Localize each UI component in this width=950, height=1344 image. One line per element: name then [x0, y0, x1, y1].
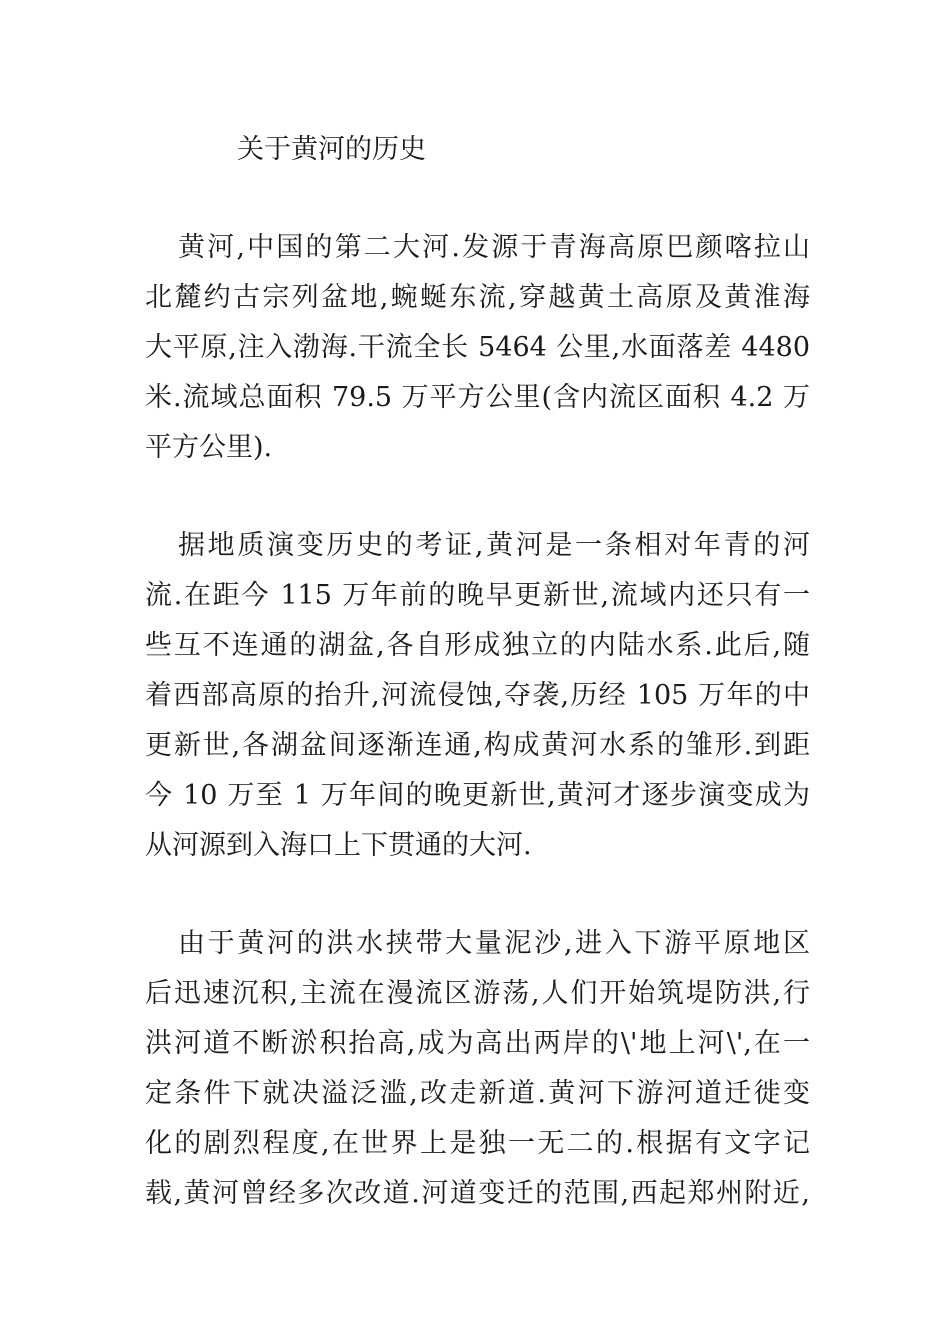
- paragraph-line: 些互不连通的湖盆,各自形成独立的内陆水系.此后,随: [145, 630, 810, 661]
- paragraph-3: [145, 919, 810, 1219]
- paragraph-1: [145, 223, 810, 473]
- paragraph-line: 载,黄河曾经多次改道.河道变迁的范围,西起郑州附近,: [145, 1178, 810, 1209]
- paragraph-2: [145, 521, 810, 871]
- paragraph-line: 着西部高原的抬升,河流侵蚀,夺袭,历经 105 万年的中: [145, 680, 810, 711]
- paragraph-line: 后迅速沉积,主流在漫流区游荡,人们开始筑堤防洪,行: [145, 978, 810, 1009]
- paragraph-line: 流.在距今 115 万年前的晚早更新世,流域内还只有一: [145, 580, 810, 611]
- paragraph-line: 据地质演变历史的考证,黄河是一条相对年青的河: [178, 530, 810, 561]
- paragraph-line: 北麓约古宗列盆地,蜿蜒东流,穿越黄土高原及黄淮海: [145, 282, 810, 313]
- paragraph-line: 定条件下就决溢泛滥,改走新道.黄河下游河道迁徙变: [145, 1078, 810, 1109]
- paragraph-line: 平方公里).: [145, 432, 273, 463]
- paragraph-line: 化的剧烈程度,在世界上是独一无二的.根据有文字记: [145, 1128, 810, 1159]
- paragraph-line: 黄河,中国的第二大河.发源于青海高原巴颜喀拉山: [178, 232, 810, 263]
- document-title: 关于黄河的历史: [237, 134, 426, 165]
- paragraph-line: 更新世,各湖盆间逐渐连通,构成黄河水系的雏形.到距: [145, 730, 810, 761]
- paragraph-line: 洪河道不断淤积抬高,成为高出两岸的\'地上河\',在一: [145, 1028, 810, 1059]
- paragraph-line: 米.流域总面积 79.5 万平方公里(含内流区面积 4.2 万: [145, 382, 810, 413]
- paragraph-line: 今 10 万至 1 万年间的晚更新世,黄河才逐步演变成为: [145, 780, 810, 811]
- paragraph-line: 由于黄河的洪水挟带大量泥沙,进入下游平原地区: [178, 928, 810, 959]
- paragraph-line: 大平原,注入渤海.干流全长 5464 公里,水面落差 4480: [145, 332, 810, 363]
- paragraph-line: 从河源到入海口上下贯通的大河.: [145, 830, 532, 861]
